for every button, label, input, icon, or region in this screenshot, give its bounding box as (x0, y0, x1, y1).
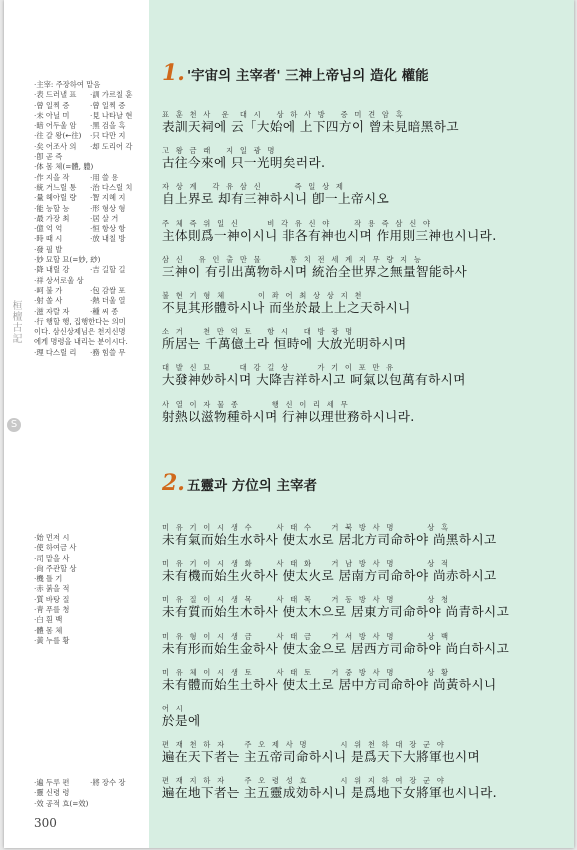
glossary-entry (34, 90, 146, 100)
glossary-entry: ·赤 붉을 적 (34, 584, 70, 594)
glossary-term: ·遍 두루 편 (34, 778, 70, 787)
glossary-entry (34, 142, 146, 152)
glossary-entry: ·靈 신령 령 (34, 788, 70, 798)
glossary-term: ·形 형상 형 (90, 203, 126, 213)
glossary-group-3 (34, 778, 146, 809)
verse-line (162, 146, 562, 170)
glossary-term: ·只 다만 지 (90, 131, 126, 141)
glossary-term: ·未 아닐 미 (34, 110, 70, 120)
verse-line (162, 595, 562, 619)
verse-line (162, 523, 562, 547)
section-title: 五靈과 方位의 主宰者 (186, 478, 317, 494)
section-heading-1 (162, 60, 429, 86)
glossary-entry: ·体 몸 체(=體, 軆) (34, 162, 94, 172)
glossary-entry: 이다. 삼신상제님은 천지신명 (34, 327, 126, 337)
verse-line (162, 400, 562, 424)
verse-ruby: 불 현 기 형 체 이 좌 어 최 상 상 지 천 (162, 291, 364, 300)
glossary-entry: ·靑 푸를 청 (34, 605, 70, 615)
glossary-group-1 (34, 80, 146, 358)
verse-ruby: 미 유 기 이 시 생 화 사 태 화 거 남 방 사 명 상 적 (162, 559, 451, 569)
verse-ruby: 편 재 천 하 자 주 오 제 사 명 시 위 천 하 대 장 군 야 (162, 740, 446, 750)
glossary-term: ·用 쓸 용 (90, 172, 119, 182)
glossary-term: ·黑 검을 흑 (90, 121, 126, 131)
verse-line (162, 559, 562, 583)
verse-ruby: 어 시 (162, 704, 186, 713)
glossary-term: ·統 거느릴 통 (34, 182, 77, 192)
verse-text: 遍在地下者는 主五靈成効하시니 是爲地下女將軍也시니라. (162, 785, 498, 801)
verse-line (162, 291, 562, 315)
glossary-entry (34, 173, 146, 183)
verse-text: 自上界로 却有三神하시니 卽一上帝시오 (162, 191, 390, 207)
glossary-entry (34, 214, 146, 224)
verse-text: 所居는 千萬億土라 恒時에 大放光明하시며 (162, 336, 407, 352)
glossary-entry: ·卽 곧 즉 (34, 152, 63, 162)
verse-text: 主体則爲一神이시니 非各有神也시며 作用則三神也시니라. (162, 227, 497, 243)
book-tab (6, 300, 22, 440)
verse-text: 不見其形體하시나 而坐於最上上之天하시니 (162, 300, 411, 315)
verse-ruby: 사 열 이 자 물 종 행 신 이 리 세 무 (162, 399, 350, 409)
glossary-entry (34, 348, 146, 358)
verse-text: 未有形而始生金하사 使太金으로 居西方司命하야 尚白하시고 (162, 640, 510, 656)
glossary-term: ·曾 일찍 증 (34, 100, 70, 110)
book-tab-label: 桓檀古記 (10, 300, 21, 344)
glossary-entry: ·始 먼저 시 (34, 533, 70, 542)
verse-line (162, 182, 562, 206)
glossary-term: ·暗 어두울 암 (34, 121, 77, 131)
glossary-entry (34, 121, 146, 131)
verse-ruby: 주 체 즉 위 일 신 비 각 유 신 야 작 용 즉 삼 신 야 (162, 218, 433, 228)
verse-text: 古往今來에 只一光明矣러라. (162, 155, 326, 171)
glossary-term: ·億 억 억 (34, 224, 63, 234)
verse-ruby: 고 왕 금 래 지 일 광 명 (162, 146, 277, 156)
glossary-entry: ·妙 묘할 묘(=妙, 玅) (34, 255, 101, 265)
verse-line (162, 219, 562, 243)
verse-ruby: 삼 신 유 인 출 만 물 통 치 전 세 계 지 무 량 지 능 (162, 254, 424, 264)
verse-text: 大發神妙하시며 大降吉祥하시고 呵氣以包萬有하시며 (162, 372, 466, 388)
glossary-entry: ·白 흰 백 (34, 615, 63, 625)
glossary-term: ·務 힘쓸 무 (90, 347, 126, 357)
glossary-term: ·恒 항상 항 (90, 224, 126, 234)
glossary-term: ·理 다스릴 리 (34, 347, 77, 357)
glossary-term: ·時 때 시 (34, 234, 63, 244)
section-number: 2. (162, 470, 185, 496)
verse-line (162, 255, 562, 279)
glossary-entry (34, 204, 146, 214)
glossary-term: ·能 능할 능 (34, 203, 70, 213)
verse-line (162, 704, 562, 728)
glossary-term: ·量 헤아릴 량 (34, 193, 77, 203)
verse-ruby: 표 훈 천 사 운 대 시 상 하 사 방 증 미 견 암 흑 (162, 110, 405, 119)
verse-ruby: 미 유 체 이 시 생 토 사 태 토 거 중 방 사 명 상 황 (162, 667, 451, 677)
glossary-entry: 에게 명령을 내리는 분이시다. (34, 337, 128, 347)
glossary-term: ·呵 불 가 (34, 285, 63, 295)
glossary-entry: ·機 틀 기 (34, 574, 63, 584)
glossary-term: ·吉 길할 길 (90, 265, 126, 275)
glossary-entry (34, 193, 146, 203)
glossary-entry (34, 131, 146, 141)
glossary-term: ·作 지을 작 (34, 172, 70, 182)
verse-text: 表訓天祠에 云「大始에 上下四方이 曾未見暗黑하고 (162, 119, 459, 134)
glossary-entry: ·發 필 발 (34, 244, 63, 254)
glossary-term: ·熱 더울 열 (90, 296, 126, 306)
section-title: '宇宙의 主宰者' 三神上帝님의 造化 權能 (186, 68, 429, 84)
glossary-term: ·却 도리어 각 (90, 141, 133, 151)
verse-line (162, 668, 562, 692)
verse-ruby: 미 유 질 이 시 생 목 사 태 목 거 동 방 사 명 상 청 (162, 595, 451, 605)
glossary-term: ·曾 일찍 증 (90, 100, 126, 110)
verse-ruby: 미 유 기 이 시 생 수 사 태 수 거 북 방 사 명 상 흑 (162, 523, 451, 532)
verse-text: 於是에 (162, 713, 201, 728)
glossary-entry (34, 286, 146, 296)
glossary-term: ·訓 가르칠 훈 (90, 90, 133, 100)
glossary-entry: ·行 행할 행, 집행한다는 의미 (34, 316, 126, 326)
glossary-group-2 (34, 533, 146, 646)
verse-line (162, 363, 562, 387)
verse-ruby: 편 재 지 하 자 주 오 령 성 효 시 위 지 하 여 장 군 야 (162, 776, 446, 786)
glossary-term: ·射 쏠 사 (34, 296, 63, 306)
glossary-entry (34, 183, 146, 193)
glossary-entry: ·祥 상서로울 상 (34, 275, 84, 285)
verse-ruby: 미 유 형 이 시 생 금 사 태 금 거 서 방 사 명 상 백 (162, 631, 451, 641)
glossary-term: ·表 드러낼 표 (34, 90, 77, 100)
verse-line (162, 110, 562, 134)
glossary-term: ·矣 어조사 의 (34, 141, 77, 151)
glossary-entry: ·質 바탕 질 (34, 594, 70, 604)
glossary-term: ·放 내칠 방 (90, 234, 126, 244)
verse-text: 未有機而始生火하사 使太火로 居南方司命하야 尚赤하시고 (162, 568, 497, 584)
glossary-term: ·降 내릴 강 (34, 265, 70, 275)
verse-text: 遍在天下者는 主五帝司命하시니 是爲天下大將軍也시며 (162, 749, 481, 765)
verse-line (162, 776, 562, 800)
verse-line (162, 740, 562, 764)
glossary-sidebar (4, 0, 149, 848)
verse-line (162, 632, 562, 656)
glossary-term: ·將 장수 장 (90, 778, 126, 787)
section-heading-2 (162, 470, 317, 496)
glossary-entry (34, 296, 146, 306)
section-number: 1. (162, 60, 185, 86)
glossary-term: ·智 지혜 지 (90, 193, 126, 203)
verse-text: 射熱以滋物種하시며 行神以理世務하시니라. (162, 408, 415, 424)
glossary-term: ·見 나타날 현 (90, 110, 133, 120)
glossary-entry (34, 111, 146, 121)
glossary-entry: ·主宰: 주장하여 맡음 (34, 80, 101, 89)
verse-text: 未有質而始生木하사 使太木으로 居東方司命하야 尚青하시고 (162, 604, 510, 620)
glossary-entry: ·黃 누를 황 (34, 635, 70, 645)
verse-text: 未有氣而始生水하사 使太水로 居北方司命하야 尚黑하시고 (162, 532, 497, 547)
glossary-entry (34, 101, 146, 111)
glossary-entry (34, 307, 146, 317)
glossary-entry: ·效 공적 효(=效) (34, 798, 89, 808)
verse-ruby: 자 상 계 각 유 삼 신 즉 일 상 제 (162, 182, 346, 192)
glossary-term: ·最 가장 최 (34, 213, 70, 223)
glossary-term: ·往 갈 왕(←往) (34, 131, 82, 141)
glossary-term: ·治 다스릴 치 (90, 182, 133, 192)
glossary-entry: ·尙 주관할 상 (34, 563, 77, 573)
glossary-entry (34, 234, 146, 244)
glossary-entry (34, 778, 146, 788)
glossary-entry: ·司 맡을 사 (34, 553, 70, 563)
verse-text: 三神이 有引出萬物하시며 統治全世界之無量智能하사 (162, 263, 468, 279)
verse-line (162, 327, 562, 351)
glossary-entry: ·使 하여금 사 (34, 543, 77, 553)
verse-ruby: 소 거 천 만 억 토 항 시 대 방 광 명 (162, 327, 355, 337)
page-number: 300 (34, 816, 57, 830)
verse-ruby: 대 발 신 묘 대 강 길 상 가 기 이 포 만 유 (162, 363, 396, 373)
glossary-term: ·滋 자랄 자 (34, 306, 70, 316)
glossary-entry (34, 265, 146, 275)
verse-text: 未有體而始生土하사 使太土로 居中方司命하야 尚黃하시니 (162, 676, 497, 692)
glossary-term: ·包 감쌀 포 (90, 285, 126, 295)
glossary-entry (34, 224, 146, 234)
book-tab-mark-icon: S (7, 418, 21, 432)
glossary-term: ·居 살 거 (90, 213, 119, 223)
glossary-entry: ·體 몸 체 (34, 625, 63, 635)
glossary-term: ·種 씨 종 (90, 306, 119, 316)
